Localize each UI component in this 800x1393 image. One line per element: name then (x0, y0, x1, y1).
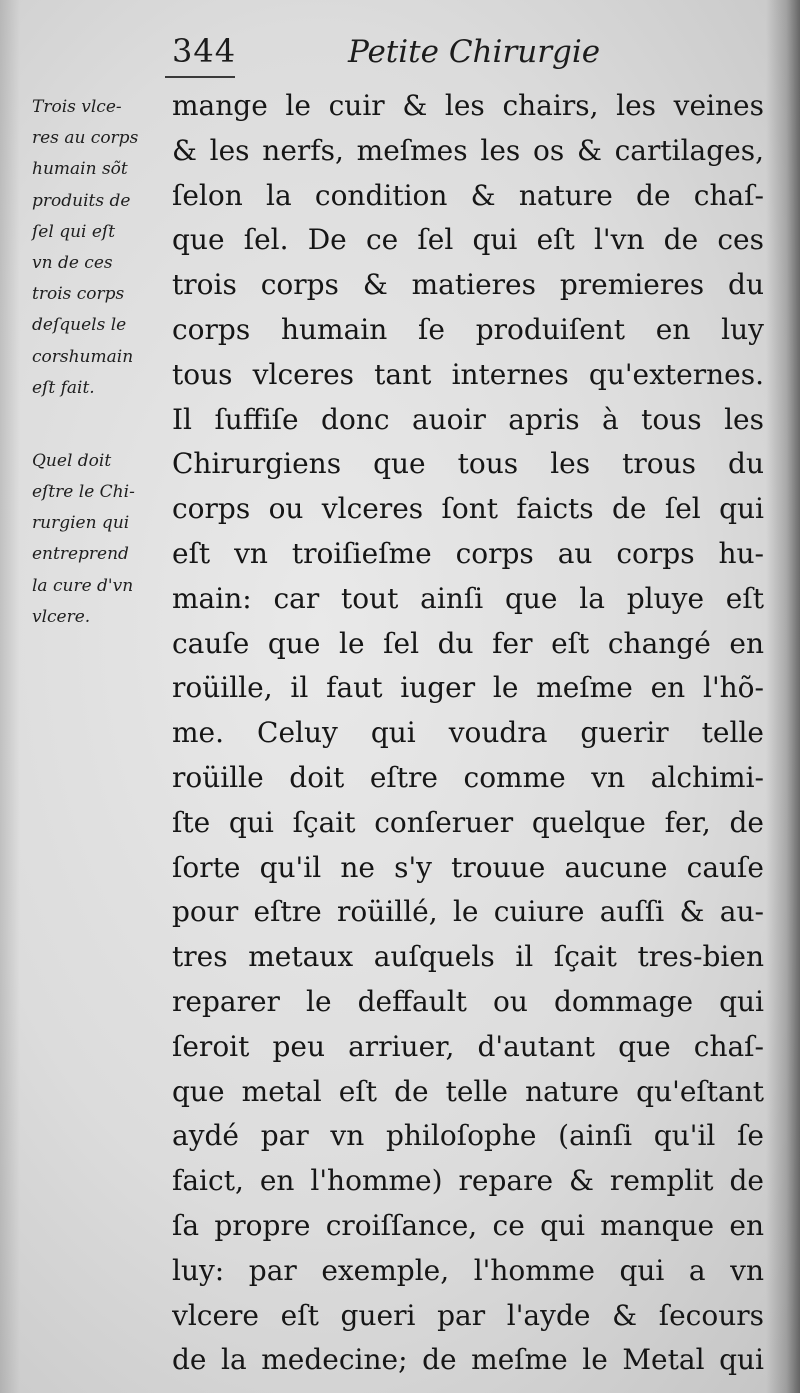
body-line: tres metaux auſquels il ſçait tres-bien (172, 940, 764, 974)
margin-note-line: la cure d'vn (32, 575, 134, 596)
body-line: ſeroit peu arriuer, d'autant que chaſ- (172, 1029, 764, 1063)
body-line: corps ou vlceres ſont faicts de ſel qui (172, 492, 764, 526)
margin-note-line: entreprend (32, 544, 129, 565)
body-line: luy: par exemple, l'homme qui a vn (172, 1253, 764, 1287)
margin-note-line: ſel qui eſt (32, 221, 116, 242)
body-line: Chirurgiens que tous les trous du (172, 447, 764, 481)
page-left-shadow (0, 0, 20, 1393)
margin-note-line: Trois vlce- (32, 97, 122, 117)
body-line: mange le cuir & les chairs, les veines (172, 89, 764, 122)
page-header (0, 32, 800, 82)
body-line: de la medecine; de meſme le Metal qui (172, 1343, 764, 1377)
page-number-rule (165, 76, 235, 78)
body-line: ſorte qu'il ne s'y trouue aucune cauſe (172, 850, 764, 884)
margin-note-line: vn de ces (32, 252, 113, 273)
body-line: aydé par vn philoſophe (ainſi qu'il ſe (172, 1119, 764, 1153)
body-line: Il ſuffiſe donc auoir apris à tous les (172, 402, 764, 436)
margin-note-line: trois corps (32, 284, 125, 305)
body-line: roüille doit eſtre comme vn alchimi- (172, 760, 764, 794)
body-line: & les nerfs, meſmes les os & cartilages, (172, 133, 764, 167)
margin-note-line: eſt fait. (32, 377, 95, 398)
margin-note-line: deſquels le (32, 315, 127, 336)
margin-note-line: res au corps (32, 128, 139, 149)
page-number: 344 (172, 32, 237, 70)
margin-note (32, 446, 182, 633)
body-line: ſa propre croiſſance, ce qui manque en (172, 1208, 764, 1242)
margin-note-line: produits de (32, 190, 131, 211)
body-line: faict, en l'homme) repare & remplit de (172, 1164, 764, 1198)
body-line: ſelon la condition & nature de chaſ- (172, 178, 764, 212)
body-line: vlcere eſt gueri par l'ayde & ſecours (172, 1298, 764, 1332)
body-line: trois corps & matieres premieres du (172, 268, 764, 302)
body-line: eſt vn troiſieſme corps au corps hu- (172, 536, 764, 570)
body-text (172, 84, 764, 1383)
body-line: main: car tout ainſi que la pluye eſt (172, 581, 764, 615)
page-gutter-shadow (766, 0, 800, 1393)
margin-note (32, 92, 182, 404)
running-title: Petite Chirurgie (348, 34, 601, 70)
body-line: pour eſtre roüillé, le cuiure auſſi & au- (172, 895, 764, 929)
body-line: roüille, il faut iuger le meſme en l'hõ- (172, 671, 764, 705)
margin-note-line: vlcere. (32, 606, 91, 627)
margin-notes (32, 92, 182, 633)
body-line: ſte qui ſçait conſeruer quelque fer, de (172, 805, 764, 839)
margin-note-line: rurgien qui (32, 513, 130, 534)
body-line: cauſe que le ſel du fer eſt changé en (172, 626, 764, 660)
body-line: que ſel. De ce ſel qui eſt l'vn de ces (172, 223, 764, 257)
body-line: me. Celuy qui voudra guerir telle (172, 716, 764, 750)
body-line: que metal eſt de telle nature qu'eſtant (172, 1074, 764, 1108)
body-line: tous vlceres tant internes qu'externes. (172, 357, 764, 391)
margin-note-line: humain sõt (32, 159, 128, 180)
margin-note-line: corshumain (32, 346, 134, 367)
body-line: corps humain ſe produiſent en luy (172, 312, 764, 346)
margin-note-line: Quel doit (32, 450, 112, 471)
body-line: reparer le deffault ou dommage qui (172, 984, 764, 1018)
margin-note-line: eſtre le Chi- (32, 482, 135, 503)
